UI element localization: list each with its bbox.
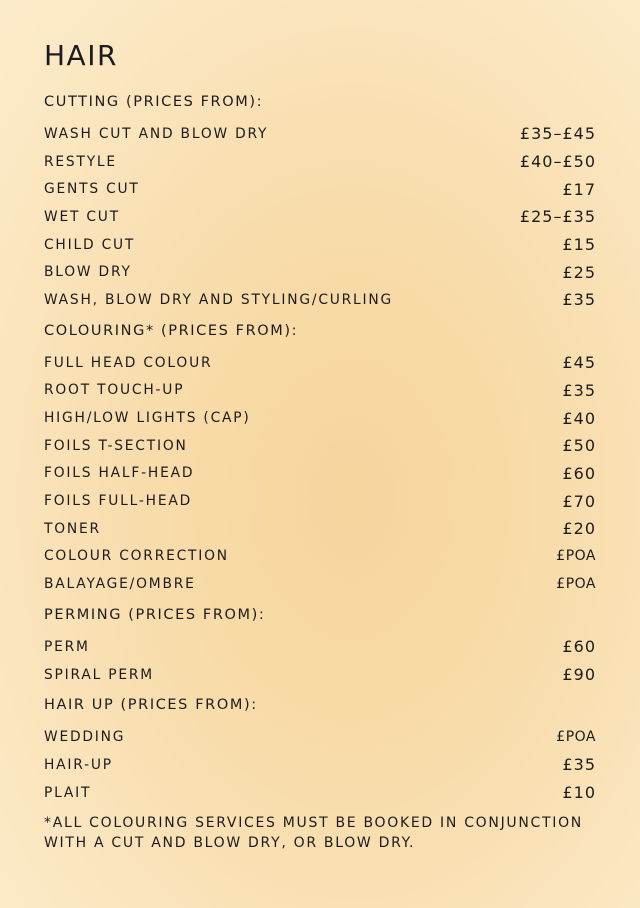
service-name: TONER [44, 520, 101, 537]
service-price: £10 [562, 783, 596, 803]
service-name: RESTYLE [44, 153, 117, 170]
section-heading: CUTTING (PRICES FROM): [44, 94, 264, 110]
service-price: £POA [556, 548, 596, 565]
service-row [44, 286, 596, 314]
service-row [44, 432, 596, 460]
service-list [44, 349, 596, 598]
service-name: CHILD CUT [44, 236, 136, 253]
section [44, 92, 596, 314]
footnote: *ALL COLOURING SERVICES MUST BE BOOKED IN CONJUNCTION WITH A CUT AND BLOW DRY, OR BLOW DRY. [44, 815, 583, 852]
page-title: HAIR [44, 39, 118, 72]
service-name: COLOUR CORRECTION [44, 548, 229, 565]
section-heading: COLOURING* (PRICES FROM): [44, 322, 299, 339]
service-name: FOILS FULL-HEAD [44, 493, 192, 510]
service-name: HIGH/LOW LIGHTS (CAP) [44, 410, 251, 427]
service-price: £60 [562, 463, 596, 483]
service-price: £50 [562, 436, 596, 456]
service-row [44, 723, 596, 751]
service-price: £35–£45 [519, 124, 596, 144]
service-price: £35 [562, 380, 596, 400]
service-price: £70 [562, 491, 596, 511]
service-name: SPIRAL PERM [44, 666, 155, 683]
section-heading: PERMING (PRICES FROM): [44, 607, 266, 623]
price-list [44, 40, 596, 853]
service-name: BLOW DRY [44, 264, 132, 281]
service-price: £15 [562, 235, 596, 255]
section [44, 695, 596, 806]
service-name: WET CUT [44, 208, 120, 225]
service-row [44, 349, 596, 377]
service-name: GENTS CUT [44, 181, 140, 198]
section [44, 321, 596, 598]
service-price: £35 [562, 755, 596, 775]
service-list [44, 120, 596, 314]
sections-container [44, 92, 596, 806]
service-name: ROOT TOUCH-UP [44, 382, 185, 399]
section-heading: HAIR UP (PRICES FROM): [44, 697, 258, 714]
service-name: WEDDING [44, 729, 126, 746]
service-price: £90 [562, 665, 596, 685]
service-name: FULL HEAD COLOUR [44, 354, 213, 371]
service-row [44, 258, 596, 286]
service-price: £25–£35 [519, 207, 596, 227]
service-name: HAIR-UP [44, 756, 113, 773]
service-row [44, 203, 596, 231]
service-price: £17 [562, 179, 596, 199]
service-row [44, 120, 596, 148]
service-row [44, 487, 596, 515]
service-row [44, 543, 596, 571]
service-price: £25 [562, 262, 596, 282]
service-row [44, 633, 596, 661]
service-name: WASH, BLOW DRY AND STYLING/CURLING [44, 291, 394, 308]
section [44, 605, 596, 688]
service-price: £45 [562, 353, 596, 373]
service-name: WASH CUT AND BLOW DRY [44, 125, 269, 142]
service-price: £POA [556, 576, 596, 593]
service-name: PERM [44, 638, 90, 655]
service-list [44, 633, 596, 688]
service-list [44, 723, 596, 806]
service-row [44, 377, 596, 405]
service-row [44, 751, 596, 779]
service-price: £20 [562, 519, 596, 539]
service-row [44, 404, 596, 432]
service-row [44, 460, 596, 488]
service-row [44, 570, 596, 598]
service-name: FOILS HALF-HEAD [44, 465, 195, 482]
service-row [44, 148, 596, 176]
service-price: £40–£50 [519, 152, 596, 172]
service-price: £60 [562, 637, 596, 657]
service-name: BALAYAGE/OMBRE [44, 576, 196, 593]
service-row [44, 661, 596, 689]
service-name: FOILS T-SECTION [44, 437, 188, 454]
service-row [44, 515, 596, 543]
service-row [44, 231, 596, 259]
service-row [44, 779, 596, 807]
service-name: PLAIT [44, 784, 92, 801]
service-price: £POA [556, 729, 596, 746]
service-price: £40 [562, 408, 596, 428]
service-price: £35 [562, 290, 596, 310]
service-row [44, 175, 596, 203]
